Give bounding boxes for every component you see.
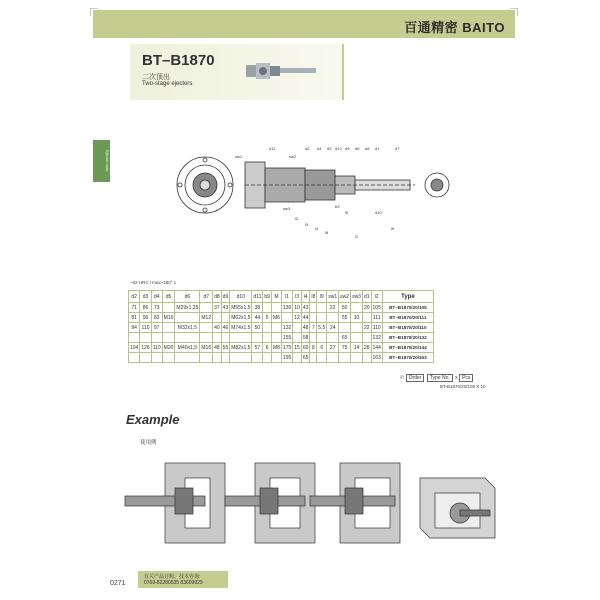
dim-label: sw1: [235, 154, 243, 159]
technical-drawing: [165, 140, 455, 240]
table-cell: 126: [141, 344, 150, 351]
table-cell: [317, 353, 327, 363]
table-cell: 81: [129, 313, 140, 323]
table-cell: [362, 313, 371, 323]
table-cell: M8: [272, 344, 280, 351]
type-cell: BT–B1870/20/105: [382, 303, 433, 313]
table-cell: 6: [263, 343, 272, 353]
table-cell: [271, 323, 281, 333]
table-cell: [162, 323, 175, 333]
table-cell: M82x1,5: [231, 344, 251, 351]
table-cell: 132: [372, 334, 381, 341]
table-cell: 50: [339, 303, 351, 313]
phone-icon: ✆: [400, 375, 405, 381]
table-cell: [200, 323, 213, 333]
table-row: [129, 343, 434, 353]
table-cell: [263, 303, 272, 313]
table-header: b9: [263, 291, 272, 303]
table-cell: 111: [372, 314, 381, 321]
table-cell: [327, 313, 339, 323]
contact-box: [138, 571, 228, 588]
table-cell: 40: [214, 324, 220, 331]
dim-label: l3: [305, 222, 309, 227]
dim-label: l2: [295, 216, 299, 221]
table-cell: M16: [163, 314, 174, 321]
table-cell: 71: [129, 303, 140, 313]
table-cell: [213, 333, 222, 343]
table-cell: 110: [152, 344, 161, 351]
table-cell: 96: [140, 313, 151, 323]
table-cell: [362, 333, 371, 343]
table-cell: 43: [302, 304, 309, 311]
table-row: [129, 303, 434, 313]
table-cell: 48: [214, 344, 220, 351]
example-stage-1: [125, 463, 225, 543]
table-cell: 27: [327, 343, 339, 353]
table-cell: [213, 353, 222, 363]
table-cell: M74x1,5: [231, 324, 251, 331]
table-cell: 104: [130, 344, 139, 351]
table-cell: 44: [252, 313, 263, 323]
table-header: d6: [175, 291, 200, 303]
table-cell: 28: [363, 344, 370, 351]
table-header: sw2: [339, 291, 351, 303]
table-header-row: [129, 291, 434, 303]
table-cell: [281, 313, 292, 323]
table-cell: 15: [294, 344, 300, 351]
dim-label: l8: [325, 230, 329, 235]
table-cell: 55: [339, 313, 351, 323]
product-name-en: Two-stage ejectors: [142, 81, 193, 87]
table-cell: 65: [339, 333, 351, 343]
table-cell: 110: [372, 324, 381, 331]
table-cell: 60: [302, 344, 309, 351]
contact-label: 有关产品订购、技术咨询:: [144, 574, 201, 580]
table-cell: M40x1,5: [175, 343, 200, 353]
table-cell: 14: [351, 343, 363, 353]
table-cell: [140, 353, 151, 363]
table-cell: [310, 313, 317, 323]
table-cell: 195: [282, 354, 292, 361]
table-header: l8: [310, 291, 317, 303]
order-pcs: Pcs: [459, 374, 473, 382]
table-cell: [293, 333, 302, 343]
table-cell: [221, 333, 230, 343]
table-row: [129, 323, 434, 333]
header-band: [93, 10, 515, 38]
table-cell: [162, 353, 175, 363]
table-header: d4: [151, 291, 162, 303]
table-cell: 37: [214, 304, 220, 311]
type-cell: BT–B1870/20/144: [382, 343, 433, 353]
dim-label: d3: [327, 146, 332, 151]
table-cell: 65: [302, 354, 309, 361]
usage-example-illustrations: [115, 458, 505, 548]
table-cell: 94: [129, 323, 140, 333]
ejector-product-icon: [242, 56, 322, 86]
table-cell: 58: [302, 334, 309, 341]
table-header: d5: [162, 291, 175, 303]
dim-label: d8: [365, 146, 370, 151]
example-stage-3: [310, 463, 400, 543]
page-number: 0271: [110, 580, 126, 587]
spec-note: ~62 HRC l max+180° c: [130, 280, 177, 285]
table-cell: 105: [372, 304, 381, 311]
table-cell: [271, 333, 281, 343]
table-cell: 110: [141, 324, 150, 331]
product-name-cn: 二次顶出: [142, 74, 170, 81]
dim-label: d11: [269, 146, 276, 151]
dim-label: l4: [315, 226, 319, 231]
type-cell: BT–B1870/20/163: [382, 353, 433, 363]
dim-label: d10: [375, 210, 382, 215]
table-cell: [200, 353, 213, 363]
table-cell: 73: [151, 303, 162, 313]
dim-label: d9: [345, 146, 350, 151]
table-cell: M20: [163, 344, 174, 351]
table-cell: 22: [327, 303, 339, 313]
table-cell: [351, 303, 363, 313]
table-cell: 5,5: [318, 324, 326, 331]
table-cell: M6: [272, 314, 280, 321]
table-cell: 132: [282, 324, 292, 331]
table-header: d11: [252, 291, 263, 303]
table-cell: [351, 323, 363, 333]
contact-phone: 0769-82280535 83609929: [144, 580, 203, 586]
table-cell: 44: [302, 314, 309, 321]
table-cell: 43: [222, 304, 229, 311]
table-header: l1: [281, 291, 292, 303]
table-header-type: Type: [382, 291, 433, 303]
table-cell: [252, 353, 263, 363]
table-cell: [213, 313, 222, 323]
table-cell: [129, 353, 140, 363]
table-body: [129, 303, 434, 363]
table-cell: 6: [317, 343, 327, 353]
table-header: d3: [140, 291, 151, 303]
table-header: l2: [371, 291, 382, 303]
example-stage-2: [225, 463, 315, 543]
table-header: d10: [230, 291, 252, 303]
table-cell: 144: [372, 344, 381, 351]
table-cell: [263, 333, 272, 343]
table-cell: [362, 353, 371, 363]
table-cell: 75: [339, 343, 351, 353]
dim-label: l1: [355, 234, 359, 239]
table-header: d7: [200, 291, 213, 303]
table-header: sw3: [351, 291, 363, 303]
table-row: [129, 313, 434, 323]
table-cell: [230, 333, 252, 343]
table-cell: 5: [263, 313, 272, 323]
table-cell: 12: [294, 314, 300, 321]
table-cell: 97: [151, 323, 162, 333]
table-header: sw1: [327, 291, 339, 303]
table-cell: 22: [363, 324, 370, 331]
table-cell: M55x1,5: [231, 304, 251, 311]
example-heading-cn: 使用例: [140, 440, 157, 446]
table-cell: 48: [302, 324, 309, 331]
table-cell: M32x1,5: [175, 323, 200, 333]
table-cell: M16: [201, 344, 212, 351]
table-cell: [230, 353, 252, 363]
dim-label: d7: [395, 146, 400, 151]
parameter-table: [128, 290, 434, 363]
table-cell: [317, 303, 327, 313]
table-header: d9: [221, 291, 230, 303]
example-heading: Example: [126, 412, 180, 427]
table-cell: [339, 353, 351, 363]
table-cell: 46: [222, 324, 229, 331]
order-label: Order: [406, 374, 425, 382]
table-cell: [175, 353, 200, 363]
dim-label: d2: [305, 146, 310, 151]
product-title-block: [130, 44, 344, 100]
table-cell: [310, 353, 317, 363]
order-format: [400, 374, 474, 382]
order-example: BT-B1870/20/105 X 10: [440, 384, 486, 389]
dim-label: d12: [335, 146, 342, 151]
table-cell: 55: [222, 344, 229, 351]
order-times: x: [455, 375, 458, 381]
table-cell: 50: [252, 323, 263, 333]
table-cell: [263, 323, 272, 333]
table-cell: 20: [363, 304, 370, 311]
table-cell: [221, 353, 230, 363]
table-cell: 38: [252, 303, 263, 313]
table-cell: [293, 323, 302, 333]
table-cell: [221, 313, 230, 323]
table-cell: [271, 353, 281, 363]
table-cell: M12: [201, 314, 212, 321]
table-cell: [252, 333, 263, 343]
table-cell: M62x1,5: [231, 314, 251, 321]
dim-label: d5: [355, 146, 360, 151]
type-cell: BT–B1870/20/110: [382, 323, 433, 333]
table-cell: [310, 303, 317, 313]
table-cell: [317, 313, 327, 323]
dim-label: sw3: [283, 206, 291, 211]
table-row: [129, 353, 434, 363]
order-type-no: Type No.: [427, 374, 453, 382]
table-cell: [351, 353, 363, 363]
table-cell: [140, 333, 151, 343]
product-code: BT–B1870: [142, 52, 215, 69]
section-side-tab: Ejector rods: [93, 140, 110, 182]
table-header: l9: [317, 291, 327, 303]
table-cell: 175: [282, 344, 292, 351]
table-cell: [151, 353, 162, 363]
table-cell: [351, 333, 363, 343]
table-header: d1: [362, 291, 371, 303]
dim-label: d1: [375, 146, 380, 151]
table-header: d2: [129, 291, 140, 303]
brand-logo: 百通精密 BAITO: [404, 20, 505, 35]
table-cell: [162, 303, 175, 313]
table-cell: [175, 313, 200, 323]
type-cell: BT–B1870/20/111: [382, 313, 433, 323]
table-cell: [327, 353, 339, 363]
table-cell: 24: [327, 323, 339, 333]
table-row: [129, 333, 434, 343]
example-3d-view: [420, 478, 495, 538]
dim-label: l9: [391, 226, 395, 231]
type-cell: BT–B1870/20/132: [382, 333, 433, 343]
table-cell: M29x1,25: [176, 304, 199, 311]
table-header: l3: [293, 291, 302, 303]
table-cell: [293, 353, 302, 363]
table-cell: [310, 333, 317, 343]
table-cell: 10: [351, 313, 363, 323]
table-cell: 7: [310, 323, 317, 333]
dim-label: d4: [317, 146, 322, 151]
table-cell: [339, 323, 351, 333]
table-cell: [200, 303, 213, 313]
table-cell: 163: [372, 354, 381, 361]
table-cell: 83: [151, 313, 162, 323]
table-cell: [175, 333, 200, 343]
table-cell: 86: [140, 303, 151, 313]
dim-label: l5: [345, 210, 349, 215]
table-header: M: [271, 291, 281, 303]
table-cell: 57: [252, 343, 263, 353]
dim-label: sw2: [289, 154, 297, 159]
table-cell: 155: [282, 334, 292, 341]
table-cell: 10: [294, 304, 300, 311]
table-cell: [129, 333, 140, 343]
table-cell: [317, 333, 327, 343]
table-cell: 8: [310, 343, 317, 353]
table-cell: [162, 333, 175, 343]
table-cell: [271, 303, 281, 313]
table-header: d8: [213, 291, 222, 303]
table-cell: [263, 353, 272, 363]
table-cell: [327, 333, 339, 343]
table-cell: [200, 333, 213, 343]
table-cell: [151, 333, 162, 343]
table-cell: 130: [282, 304, 292, 311]
table-header: l4: [301, 291, 310, 303]
dim-label: b9: [335, 204, 340, 209]
